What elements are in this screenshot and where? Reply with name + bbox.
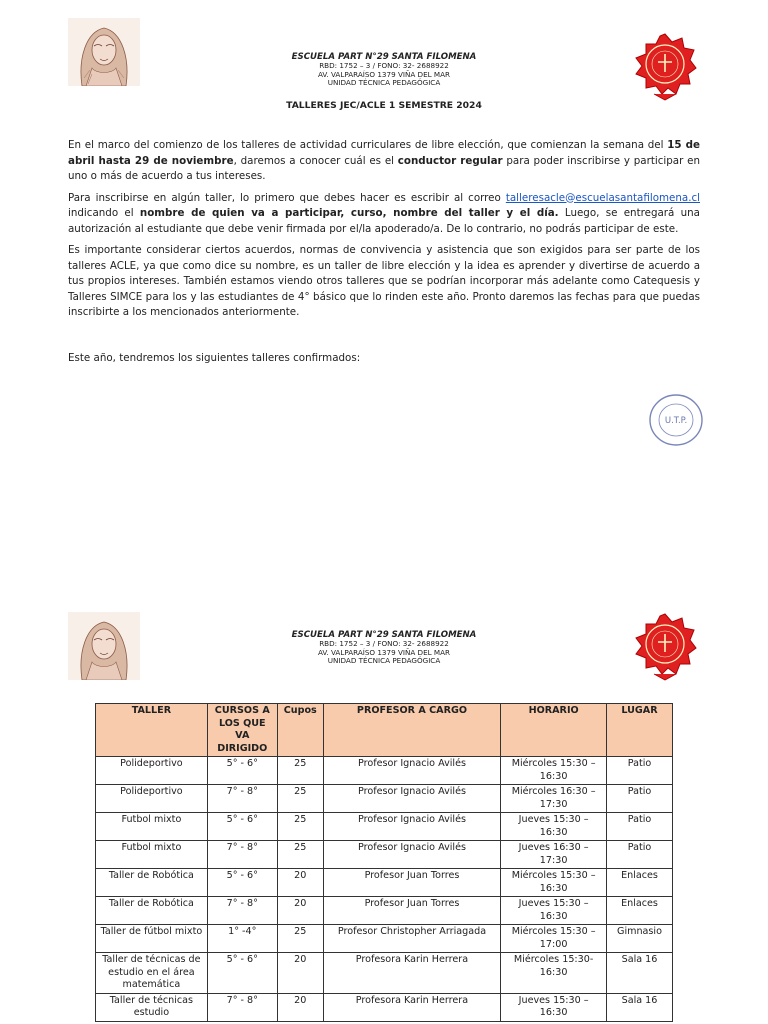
cell-lugar: Patio xyxy=(607,813,673,841)
cell-horario: Miércoles 15:30- 16:30 xyxy=(501,953,607,994)
school-seal-logo xyxy=(632,32,698,102)
stamp-center-text: U.T.P. xyxy=(664,416,688,426)
cell-horario: Jueves 15:30 – 16:30 xyxy=(501,897,607,925)
letterhead-2 xyxy=(0,612,768,692)
letterhead xyxy=(0,18,768,98)
cell-taller: Taller de Robótica xyxy=(96,869,208,897)
cell-cursos: 5° - 6° xyxy=(207,953,277,994)
talleres-table xyxy=(95,703,673,1022)
cell-taller: Taller de fútbol mixto xyxy=(96,925,208,953)
cell-horario: Miércoles 15:30 – 16:30 xyxy=(501,757,607,785)
cell-horario: Miércoles 15:30 – 17:00 xyxy=(501,925,607,953)
cell-profesor: Profesor Ignacio Avilés xyxy=(323,813,501,841)
school-seal-logo xyxy=(632,612,698,682)
cell-horario: Jueves 16:30 – 17:30 xyxy=(501,841,607,869)
unit-line: UNIDAD TÉCNICA PEDAGÓGICA xyxy=(327,78,441,88)
cell-cursos: 5° - 6° xyxy=(207,757,277,785)
cell-horario: Jueves 15:30 – 16:30 xyxy=(501,993,607,1021)
cell-lugar: Gimnasio xyxy=(607,925,673,953)
table-row xyxy=(96,953,673,994)
cell-lugar: Patio xyxy=(607,841,673,869)
cell-profesor: Profesor Christopher Arriagada xyxy=(323,925,501,953)
cell-horario: Miércoles 16:30 – 17:30 xyxy=(501,785,607,813)
p1-conductor-regular: conductor regular xyxy=(397,154,503,167)
page-1 xyxy=(0,18,768,111)
cell-cursos: 7° - 8° xyxy=(207,785,277,813)
table-header-row xyxy=(96,704,673,757)
school-name: ESCUELA PART N°29 SANTA FILOMENA xyxy=(291,630,477,640)
cell-cursos: 5° - 6° xyxy=(207,813,277,841)
table-row xyxy=(96,869,673,897)
school-info xyxy=(200,52,568,88)
cell-horario: Jueves 15:30 – 16:30 xyxy=(501,813,607,841)
utp-stamp xyxy=(646,392,706,448)
cell-cupos: 25 xyxy=(277,757,323,785)
p2-text-b: indicando el xyxy=(68,207,140,219)
table-row xyxy=(96,993,673,1021)
table-row xyxy=(96,925,673,953)
document-title: TALLERES JEC/ACLE 1 SEMESTRE 2024 xyxy=(286,100,482,111)
header-horario: HORARIO xyxy=(501,704,607,757)
school-info-2 xyxy=(200,630,568,666)
rbd-line: RBD: 1752 – 3 / FONO: 32- 2688922 xyxy=(319,639,449,648)
cell-lugar: Sala 16 xyxy=(607,953,673,994)
cell-cupos: 20 xyxy=(277,897,323,925)
cell-lugar: Enlaces xyxy=(607,897,673,925)
cell-cursos: 7° - 8° xyxy=(207,841,277,869)
page-2 xyxy=(0,612,768,692)
header-lugar: LUGAR xyxy=(607,704,673,757)
p2-required-info: nombre de quien va a participar, curso, nombre del taller y el día. xyxy=(139,207,559,219)
header-cupos: Cupos xyxy=(277,704,323,757)
cell-cursos: 5° - 6° xyxy=(207,869,277,897)
cell-cursos: 7° - 8° xyxy=(207,897,277,925)
cell-lugar: Sala 16 xyxy=(607,993,673,1021)
p1-dates: 15 de abril hasta 29 de noviembre xyxy=(68,139,700,167)
address-line: AV. VALPARAÍSO 1379 VIÑA DEL MAR xyxy=(317,647,451,657)
cell-taller: Taller de Robótica xyxy=(96,897,208,925)
cell-horario: Miércoles 15:30 – 16:30 xyxy=(501,869,607,897)
p1-text-a: En el marco del comienzo de los talleres de actividad curriculares de libre elección, que comienzan la semana del xyxy=(68,139,668,151)
cell-taller: Futbol mixto xyxy=(96,841,208,869)
paragraph-2 xyxy=(68,191,700,238)
p1-text-c: , daremos a conocer cuál es el xyxy=(233,154,398,167)
cell-lugar: Patio xyxy=(607,757,673,785)
p1-text-e: para poder inscribirse y participar en uno o más de acuerdo a tus intereses. xyxy=(68,154,700,182)
address-line: AV. VALPARAÍSO 1379 VIÑA DEL MAR xyxy=(317,69,451,79)
header-profesor: PROFESOR A CARGO xyxy=(323,704,501,757)
rbd-line: RBD: 1752 – 3 / FONO: 32- 2688922 xyxy=(319,61,449,70)
p2-text-d: Luego, se entregará una autorización al estudiante que debe venir firmada por el/la apoderado/a. De lo contrario, no podrás participar de este. xyxy=(68,207,700,235)
saint-portrait-image xyxy=(68,612,140,680)
cell-profesor: Profesora Karin Herrera xyxy=(323,953,501,994)
cell-taller: Polideportivo xyxy=(96,785,208,813)
cell-profesor: Profesora Karin Herrera xyxy=(323,993,501,1021)
table-row xyxy=(96,757,673,785)
email-link[interactable]: talleresacle@escuelasantafilomena.cl xyxy=(505,191,700,204)
intro-text xyxy=(68,138,700,366)
table-row xyxy=(96,813,673,841)
cell-taller: Taller de técnicas estudio xyxy=(96,993,208,1021)
cell-taller: Futbol mixto xyxy=(96,813,208,841)
cell-cupos: 25 xyxy=(277,785,323,813)
cell-cupos: 20 xyxy=(277,869,323,897)
cell-taller: Taller de técnicas de estudio en el área matemática xyxy=(96,953,208,994)
paragraph-1 xyxy=(68,138,700,185)
table-row xyxy=(96,897,673,925)
table-row xyxy=(96,785,673,813)
cell-profesor: Profesor Ignacio Avilés xyxy=(323,841,501,869)
cell-cupos: 25 xyxy=(277,813,323,841)
cell-taller: Polideportivo xyxy=(96,757,208,785)
cell-profesor: Profesor Juan Torres xyxy=(323,869,501,897)
cell-cupos: 25 xyxy=(277,925,323,953)
table-row xyxy=(96,841,673,869)
cell-lugar: Enlaces xyxy=(607,869,673,897)
header-taller: TALLER xyxy=(96,704,208,757)
cell-cupos: 20 xyxy=(277,993,323,1021)
p2-text-a: Para inscribirse en algún taller, lo primero que debes hacer es escribir al correo xyxy=(68,191,506,204)
cell-cupos: 25 xyxy=(277,841,323,869)
saint-portrait-image xyxy=(68,18,140,86)
cell-profesor: Profesor Juan Torres xyxy=(323,897,501,925)
cell-profesor: Profesor Ignacio Avilés xyxy=(323,785,501,813)
cell-lugar: Patio xyxy=(607,785,673,813)
cell-cupos: 20 xyxy=(277,953,323,994)
paragraph-3: Es importante considerar ciertos acuerdos, normas de convivencia y asistencia que son exigidos para ser parte de los talleres ACLE, ya que como dice su nombre, es un taller de libre elección y la idea es aprender y divertirse de acuerdo a tus propios intereses. También estamos viendo otros talleres que se podrían incorporar más adelante como Catequesis y Talleres SIMCE para los y las estudiantes de 4° básico que lo rinden este año. Pronto daremos las fechas para que puedas inscribirte a los mencionados anteriormente. xyxy=(68,244,700,318)
unit-line: UNIDAD TÉCNICA PEDAGÓGICA xyxy=(327,656,441,666)
cell-cursos: 1° -4° xyxy=(207,925,277,953)
cell-profesor: Profesor Ignacio Avilés xyxy=(323,757,501,785)
paragraph-4: Este año, tendremos los siguientes talleres confirmados: xyxy=(68,351,361,364)
header-cursos: CURSOS A LOS QUE VA DIRIGIDO xyxy=(207,704,277,757)
school-name: ESCUELA PART N°29 SANTA FILOMENA xyxy=(291,52,477,62)
cell-cursos: 7° - 8° xyxy=(207,993,277,1021)
